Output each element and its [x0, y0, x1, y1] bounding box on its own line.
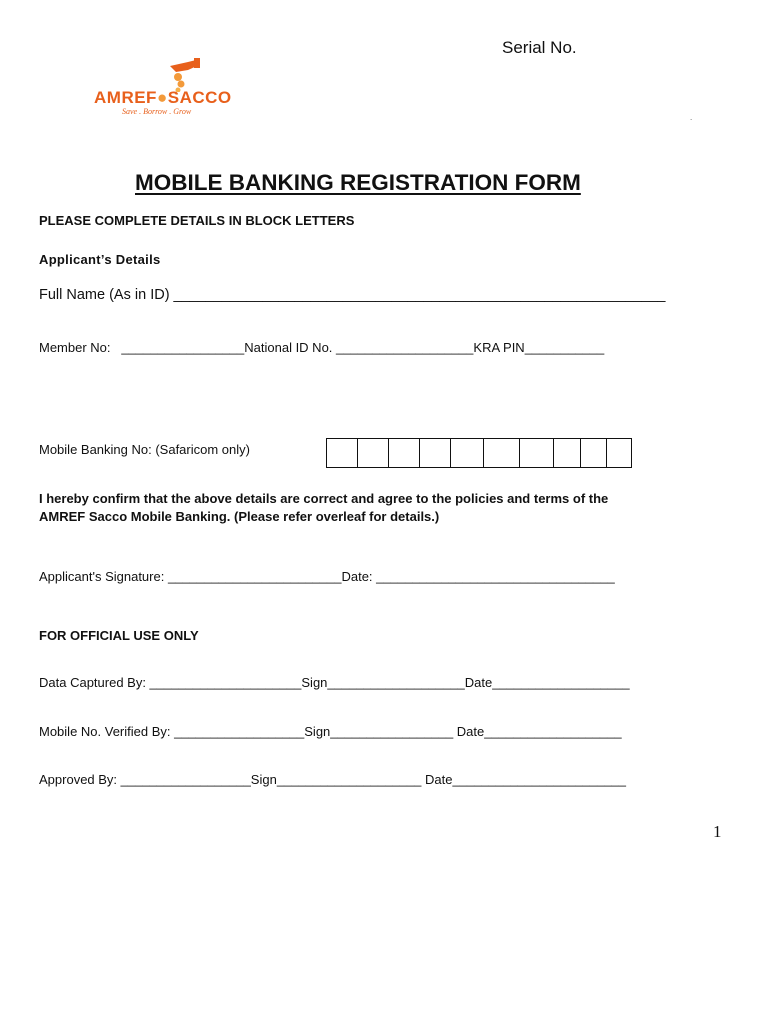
mobile-banking-label: Mobile Banking No: (Safaricom only)	[39, 442, 250, 457]
confirmation-statement	[39, 490, 719, 526]
logo-tagline: Save . Borrow . Grow	[122, 107, 192, 116]
page-number: 1	[713, 822, 722, 841]
digit-box[interactable]	[327, 439, 358, 467]
digit-box[interactable]	[420, 439, 451, 467]
official-use-heading: FOR OFFICIAL USE ONLY	[39, 628, 199, 643]
digit-box[interactable]	[358, 439, 389, 467]
form-title: MOBILE BANKING REGISTRATION FORM	[135, 170, 581, 195]
member-id-kra-row[interactable]: Member No: _________________National ID No. ___________________KRA PIN___________	[39, 340, 605, 355]
digit-box[interactable]	[389, 439, 420, 467]
mobile-verified-row[interactable]: Mobile No. Verified By: __________________Sign_________________ Date___________________	[39, 724, 622, 739]
serial-number-label: Serial No.	[502, 38, 577, 57]
data-captured-row[interactable]: Data Captured By: _____________________Sign___________________Date___________________	[39, 675, 630, 690]
applicant-section-heading: Applicant’s Details	[39, 252, 161, 267]
digit-box[interactable]	[520, 439, 554, 467]
approved-by-row[interactable]: Approved By: __________________Sign____________________ Date________________________	[39, 772, 627, 787]
digit-box[interactable]	[607, 439, 631, 467]
full-name-field[interactable]: Full Name (As in ID) _____________________________________________________________	[39, 287, 666, 303]
amref-sacco-logo	[92, 58, 262, 118]
digit-box[interactable]	[581, 439, 607, 467]
hand-with-coins-icon	[166, 58, 206, 92]
confirmation-line-1: I hereby confirm that the above details are correct and agree to the policies and terms of the	[39, 491, 609, 506]
applicant-signature-row[interactable]: Applicant's Signature: ________________________Date: _________________________________	[39, 569, 615, 584]
logo-wordmark: AMREF●SACCO	[94, 88, 232, 107]
confirmation-line-2: AMREF Sacco Mobile Banking. (Please refer overleaf for details.)	[39, 509, 440, 524]
mobile-number-boxes[interactable]	[326, 438, 632, 468]
stray-mark: .	[690, 113, 693, 122]
digit-box[interactable]	[554, 439, 581, 467]
digit-box[interactable]	[484, 439, 520, 467]
form-instruction: PLEASE COMPLETE DETAILS IN BLOCK LETTERS	[39, 213, 355, 228]
digit-box[interactable]	[451, 439, 484, 467]
